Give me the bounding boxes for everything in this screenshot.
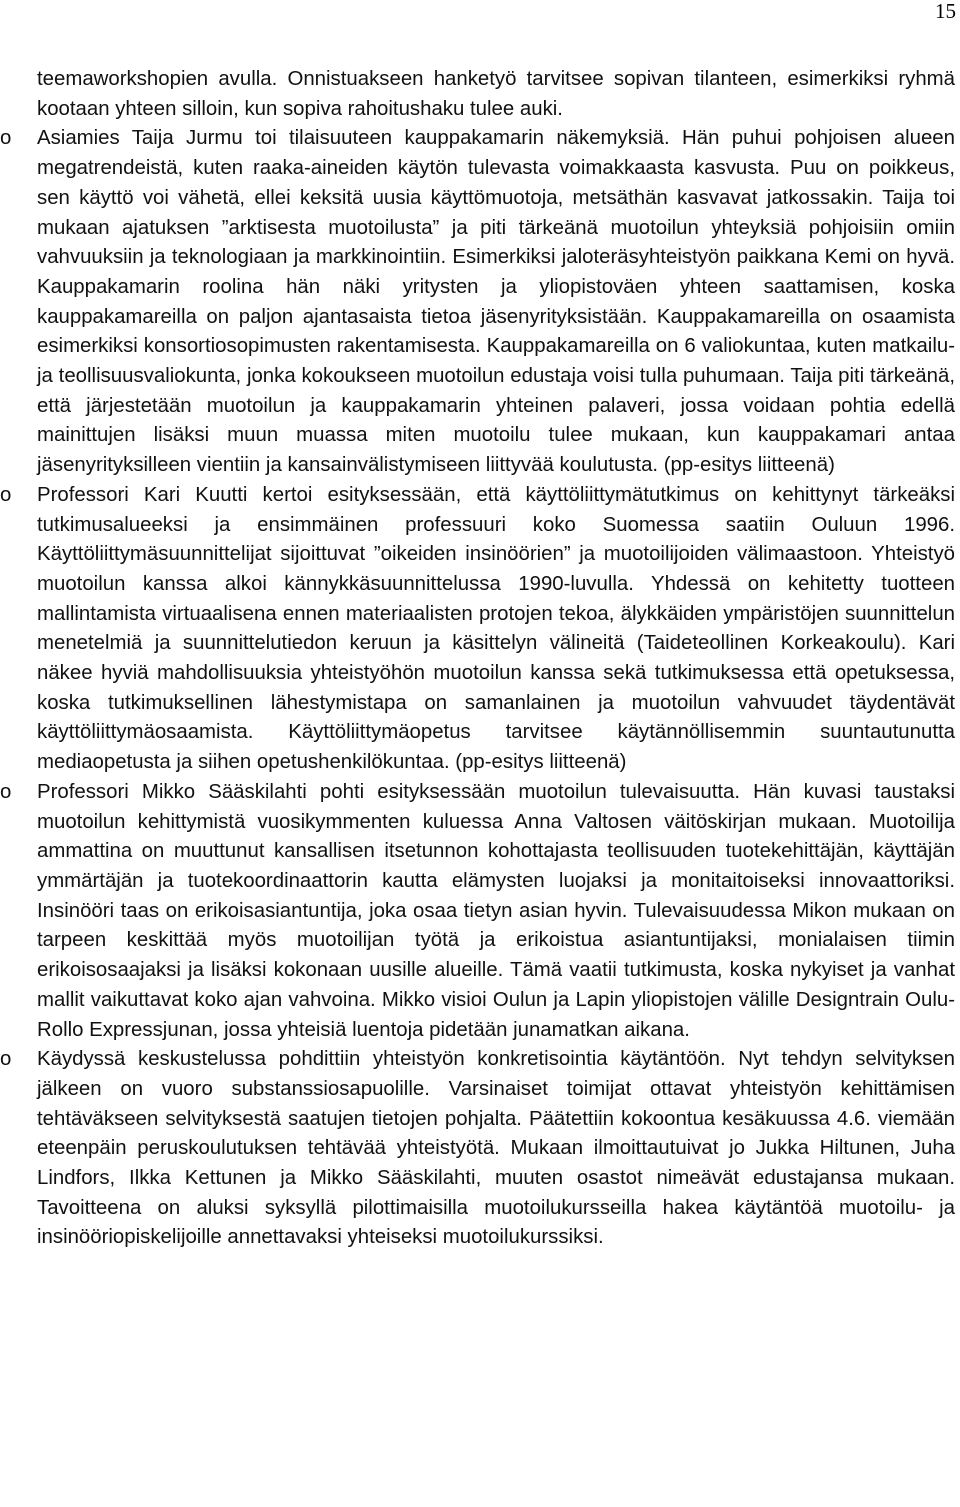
bullet-marker: o	[0, 1048, 12, 1071]
paragraph-text: Professori Mikko Sääskilahti pohti esityksessään muotoilun tulevaisuutta. Hän kuvasi taustaksi muotoilun kehittymistä vuosikymmenten kuluessa Anna Valtosen väitöskirjan mukaan. Muotoilija ammattina on muuttunut kansallisen itsetunnon kohottajasta teollisuuden tuotekehittäjän, käyttäjän ymmärtäjän ja tuotekoordinaattorin kautta elämysten luojaksi ja monitaitoiseksi innovaattoriksi. Insinööri taas on erikoisasiantuntija, joka osaa tietyn asian hyvin. Tulevaisuudessa Mikon mukaan on tarpeen keskittää myös muotoilijan työtä ja erikoistua asiantuntijaksi, monialaisen tiimin erikoisosaajaksi ja lisäksi kokonaan uusille alueille. Tämä vaatii tutkimusta, koska nykyiset ja vanhat mallit vaikuttavat koko ajan vahvoina. Mikko visioi Oulun ja Lapin yliopistojen välille Designtrain Oulu-Rollo Expressjunan, jossa yhteisiä luentoja pidetään junamatkan aikana.	[37, 780, 955, 1041]
page-number: 15	[935, 0, 956, 23]
paragraph-intro	[0, 65, 960, 124]
bullet-marker: o	[0, 483, 12, 506]
bullet-item-kari-kuutti	[0, 481, 960, 778]
bullet-item-discussion	[0, 1045, 960, 1253]
paragraph-text: teemaworkshopien avulla. Onnistuakseen hanketyö tarvitsee sopivan tilanteen, esimerkiksi ryhmä kootaan yhteen silloin, kun sopiva rahoitushaku tulee auki.	[37, 68, 955, 120]
bullet-item-mikko-saaskilahti	[0, 778, 960, 1045]
bullet-item-taija-jurmu	[0, 124, 960, 480]
paragraph-text: Asiamies Taija Jurmu toi tilaisuuteen kauppakamarin näkemyksiä. Hän puhui pohjoisen alueen megatrendeistä, kuten raaka-aineiden käytön tulevasta voimakkaasta kasvusta. Puu on poikkeus, sen käyttö voi vähetä, ellei keksitä uusia käyttömuotoja, metsäthän kasvavat jatkossakin. Taija toi mukaan ajatuksen ”arktisesta muotoilusta” ja piti tärkeänä muotoilun yhteyksiä pohjoisiin omiin vahvuuksiin ja teknologiaan ja markkinointiin. Esimerkiksi jaloteräsyhteistyön paikkana Kemi on hyvä. Kauppakamarin roolina hän näki yritysten ja yliopistoväen yhteen saattamisen, koska kauppakamareilla on paljon ajantasaista tietoa jäsenyrityksistään. Kauppakamareilla on osaamista esimerkiksi konsortiosopimusten rakentamisesta. Kauppakamareilla on 6 valiokuntaa, kuten matkailu- ja teollisuusvaliokunta, jonka kokoukseen muotoilun edustaja voisi tulla puhumaan. Taija piti tärkeänä, että järjestetään muotoilun ja kauppakamarin yhteinen palaveri, jossa voidaan pohtia edellä mainittujen lisäksi muun muassa miten muotoilu tulee mukaan, kun kauppakamari antaa jäsenyrityksilleen vientiin ja kansainvälistymiseen liittyvää koulutusta. (pp-esitys liitteenä)	[37, 127, 955, 477]
bullet-marker: o	[0, 780, 12, 803]
bullet-marker: o	[0, 127, 12, 150]
paragraph-text: Käydyssä keskustelussa pohdittiin yhteistyön konkretisointia käytäntöön. Nyt tehdyn selvityksen jälkeen on vuoro substanssiosapuolille. Varsinaiset toimijat ottavat yhteistyön kehittämisen tehtäväkseen selvityksestä saatujen tietojen pohjalta. Päätettiin kokoontua kesäkuussa 4.6. viemään eteenpäin peruskoulutuksen tehtävää yhteistyötä. Mukaan ilmoittautuivat jo Jukka Hiltunen, Juha Lindfors, Ilkka Kettunen ja Mikko Sääskilahti, muuten osastot nimeävät edustajansa mukaan. Tavoitteena on aluksi syksyllä pilottimaisilla muotoilukursseilla hakea käytäntöä muotoilu- ja insinööriopiskelijoille annettavaksi yhteiseksi muotoilukurssiksi.	[37, 1048, 955, 1249]
page-body	[0, 65, 960, 1253]
paragraph-text: Professori Kari Kuutti kertoi esityksessään, että käyttöliittymätutkimus on kehittynyt tärkeäksi tutkimusalueeksi ja ensimmäinen professuuri koko Suomessa saatiin Ouluun 1996. Käyttöliittymäsuunnittelijat sijoittuvat ”oikeiden insinöörien” ja muotoilijoiden välimaastoon. Yhteistyö muotoilun kanssa alkoi kännykkäsuunnittelussa 1990-luvulla. Yhdessä on kehitetty tuotteen mallintamista virtuaalisena ennen materiaalisten protojen tekoa, älykkäiden ympäristöjen suunnittelun menetelmiä ja suunnittelutiedon keruun ja käsittelyn välineitä (Taideteollinen Korkeakoulu). Kari näkee hyviä mahdollisuuksia yhteistyöhön muotoilun kanssa sekä tutkimuksessa että opetuksessa, koska tutkimuksellinen lähestymistapa on samanlainen ja muotoilun vahvuudet täydentävät käyttöliittymäosaamista. Käyttöliittymäopetus tarvitsee käytännöllisemmin suuntautunutta mediaopetusta ja siihen opetushenkilökuntaa. (pp-esitys liitteenä)	[37, 483, 955, 774]
